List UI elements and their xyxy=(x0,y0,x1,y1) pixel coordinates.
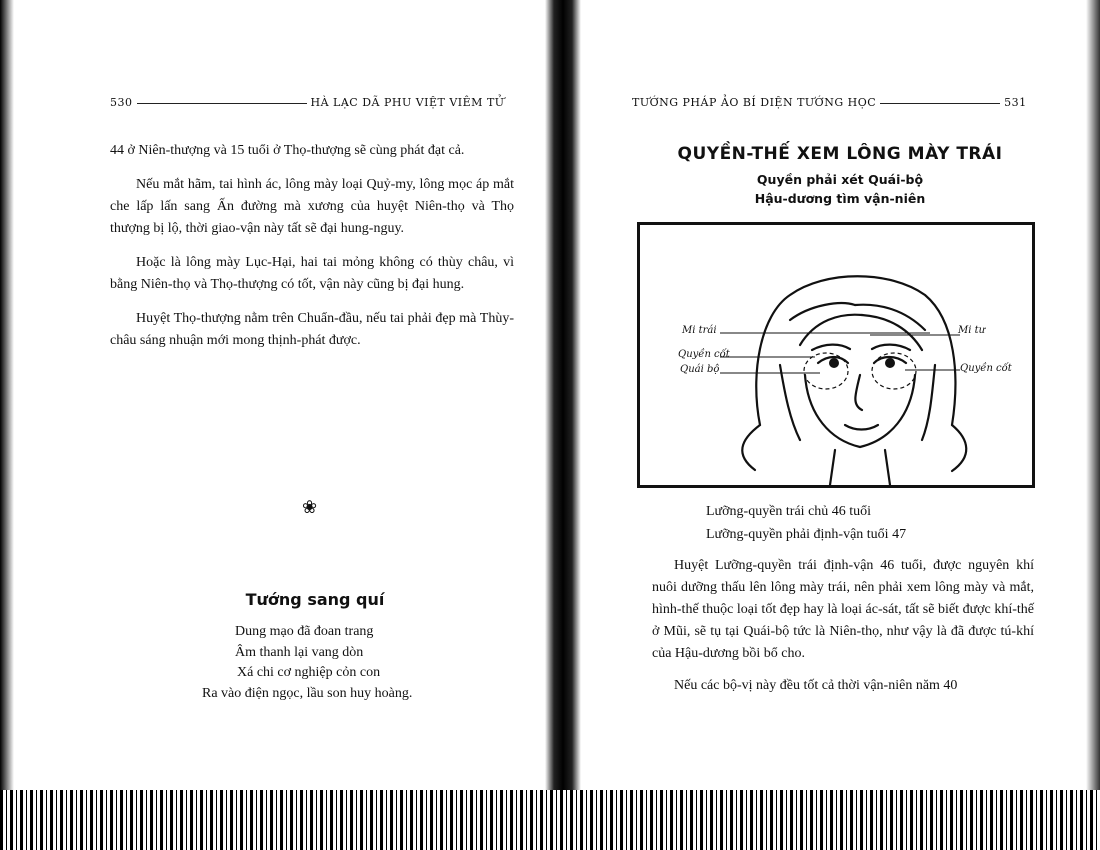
poem-line-3: Xá chi cơ nghiệp cỏn con xyxy=(237,665,381,680)
right-body-text xyxy=(652,555,1034,707)
poem-line-4: Ra vào điện ngọc, lầu son huy hoàng. xyxy=(202,685,413,701)
scan-edge-stripes xyxy=(0,790,1100,850)
right-head-rule xyxy=(880,103,1000,104)
right-paragraph-1: Huyệt Lưỡng-quyền trái định-vận 46 tuổi, được nguyên khí nuôi dưỡng thấu lên lông mày trái, nên phải xem lông mày và mắt, hình-thế thuộc loại tốt đẹp hay là loại ác-sát, tất sẽ biết được khí-thế ở Mũi, sẽ tụ tại Quái-bộ tức là Niên-thọ, như vậy là đã được tú-khí của Hậu-dương bồi bổ cho. xyxy=(652,558,1034,661)
right-running-head xyxy=(632,96,1044,109)
left-running-title: HÀ LẠC DÃ PHU VIỆT VIÊM TỬ xyxy=(310,96,505,109)
left-paragraph-2: Nếu mắt hãm, tai hình ác, lông mày loại Quỷ-my, lông mọc áp mắt che lấp lấn sang Ấn đường mà xương của huyệt Niên-thọ và Thọ thượng bị lộ, thời giao-vận này tất sẽ đại hung-nguy. xyxy=(110,177,514,236)
poem-line-1: Dung mạo đã đoan trang xyxy=(235,624,374,639)
left-running-head xyxy=(110,96,520,109)
left-paragraph-1: 44 ở Niên-thượng và 15 tuổi ở Thọ-thượng sẽ cùng phát đạt cả. xyxy=(110,143,465,158)
label-quyen-cot-right: Quyền cốt xyxy=(960,363,1012,374)
poem-line-2: Âm thanh lại vang dòn xyxy=(235,644,364,660)
left-edge-shadow xyxy=(0,0,14,790)
label-quai-bo: Quái bộ xyxy=(680,364,720,375)
right-paragraph-2: Nếu các bộ-vị này đều tốt cả thời vận-niên năm 40 xyxy=(674,678,958,693)
left-page-number: 530 xyxy=(110,96,133,109)
figure-caption-1: Lưỡng-quyền trái chủ 46 tuổi xyxy=(706,504,872,519)
chapter-subtitle-1: Quyền phải xét Quái-bộ xyxy=(756,172,924,187)
book-gutter xyxy=(545,0,581,790)
poem xyxy=(180,622,470,704)
left-head-rule xyxy=(137,103,307,104)
right-edge-shadow xyxy=(1086,0,1100,790)
chapter-subtitle-2: Hậu-dương tìm vận-niên xyxy=(754,191,926,206)
left-paragraph-4: Huyệt Thọ-thượng nằm trên Chuẩn-đầu, nếu tai phải đẹp mà Thùy-châu sáng nhuận mới mong thịnh-phát được. xyxy=(110,311,514,348)
figure-caption-2: Lưỡng-quyền phải định-vận tuổi 47 xyxy=(706,527,907,542)
poem-title: Tướng sang quí xyxy=(245,590,385,609)
left-body-text xyxy=(110,140,514,364)
right-page-number: 531 xyxy=(1004,96,1027,109)
label-mi-trai: Mi trái xyxy=(682,325,717,336)
chapter-title: QUYỀN-THẾ XEM LÔNG MÀY TRÁI xyxy=(677,144,1003,164)
label-quyen-cot-left: Quyền cốt xyxy=(678,349,730,360)
label-mi-tu: Mi tư xyxy=(958,325,986,336)
face-illustration xyxy=(637,222,1035,488)
right-running-title: TƯỚNG PHÁP ẢO BÍ DIỆN TƯỚNG HỌC xyxy=(632,96,877,109)
left-paragraph-3: Hoặc là lông mày Lục-Hại, hai tai mỏng không có thùy châu, vì bằng Niên-thọ và Thọ-thượng có tốt, vận này cũng bị đại hung. xyxy=(110,255,514,292)
flower-ornament-icon: ❀ xyxy=(302,497,318,518)
